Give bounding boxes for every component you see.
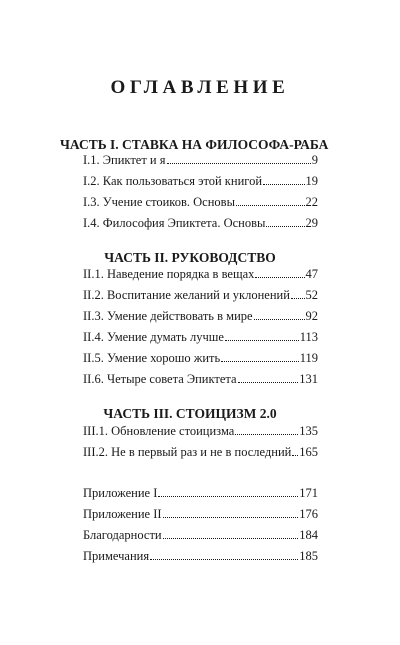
entry-title: II.5. Умение хорошо жить (83, 351, 221, 365)
entry-page-number: 135 (299, 424, 318, 438)
entry-title: III.1. Обновление стоицизма (83, 424, 235, 438)
entry-title: III.2. Не в первый раз и не в последний (83, 445, 292, 459)
toc-entry (83, 327, 318, 348)
dot-leader (163, 538, 299, 539)
entry-title: I.3. Учение стоиков. Основы (83, 195, 235, 209)
entry-title: II.3. Умение действовать в мире (83, 309, 253, 323)
toc-entry (83, 264, 318, 285)
dot-leader (238, 382, 299, 383)
entry-title: I.1. Эпиктет и я (83, 153, 166, 167)
dot-leader (255, 277, 304, 278)
entry-page-number: 29 (305, 216, 318, 230)
part-heading-2: ЧАСТЬ II. РУКОВОДСТВО (104, 250, 276, 265)
entry-title: Примечания (83, 549, 150, 563)
entry-title: Приложение I (83, 486, 158, 500)
dot-leader (263, 184, 304, 185)
entry-page-number: 92 (305, 309, 318, 323)
toc-entry (83, 442, 318, 463)
entry-title: Благодарности (83, 528, 162, 542)
dot-leader (163, 517, 299, 518)
toc-entry (83, 306, 318, 327)
part-1-entries (83, 150, 318, 234)
entry-page-number: 171 (299, 486, 318, 500)
dot-leader (291, 298, 305, 299)
toc-entry (83, 285, 318, 306)
entry-title: I.4. Философия Эпиктета. Основы (83, 216, 266, 230)
dot-leader (158, 496, 298, 497)
entry-page-number: 47 (305, 267, 318, 281)
entry-page-number: 113 (299, 330, 318, 344)
toc-entry (83, 348, 318, 369)
dot-leader (225, 340, 299, 341)
entry-page-number: 185 (299, 549, 318, 563)
toc-entry (83, 421, 318, 442)
entry-page-number: 131 (299, 372, 318, 386)
dot-leader (150, 559, 298, 560)
entry-title: II.2. Воспитание желаний и уклонений (83, 288, 290, 302)
entry-title: II.6. Четыре совета Эпиктета (83, 372, 237, 386)
dot-leader (266, 226, 304, 227)
part-heading-3: ЧАСТЬ III. СТОИЦИЗМ 2.0 (103, 406, 277, 421)
entry-page-number: 184 (299, 528, 318, 542)
part-heading-1: ЧАСТЬ I. СТАВКА НА ФИЛОСОФА-РАБА (60, 137, 329, 152)
toc-entry (83, 504, 318, 525)
part-3-entries (83, 421, 318, 463)
dot-leader (254, 319, 305, 320)
entry-page-number: 119 (299, 351, 318, 365)
appendix-entries (83, 483, 318, 567)
entry-page-number: 52 (305, 288, 318, 302)
toc-entry (83, 483, 318, 504)
toc-entry (83, 369, 318, 390)
entry-title: Приложение II (83, 507, 162, 521)
dot-leader (292, 455, 298, 456)
dot-leader (235, 434, 298, 435)
part-2-entries (83, 264, 318, 390)
toc-title: ОГЛАВЛЕНИЕ (110, 77, 290, 98)
entry-page-number: 22 (305, 195, 318, 209)
entry-page-number: 165 (299, 445, 318, 459)
toc-entry (83, 546, 318, 567)
entry-title: II.4. Умение думать лучше (83, 330, 224, 344)
dot-leader (167, 163, 311, 164)
entry-page-number: 19 (305, 174, 318, 188)
entry-page-number: 9 (311, 153, 318, 167)
toc-entry (83, 213, 318, 234)
entry-title: II.1. Наведение порядка в вещах (83, 267, 255, 281)
toc-entry (83, 171, 318, 192)
toc-entry (83, 525, 318, 546)
dot-leader (221, 361, 298, 362)
entry-title: I.2. Как пользоваться этой книгой (83, 174, 263, 188)
entry-page-number: 176 (299, 507, 318, 521)
dot-leader (236, 205, 305, 206)
toc-entry (83, 150, 318, 171)
toc-entry (83, 192, 318, 213)
